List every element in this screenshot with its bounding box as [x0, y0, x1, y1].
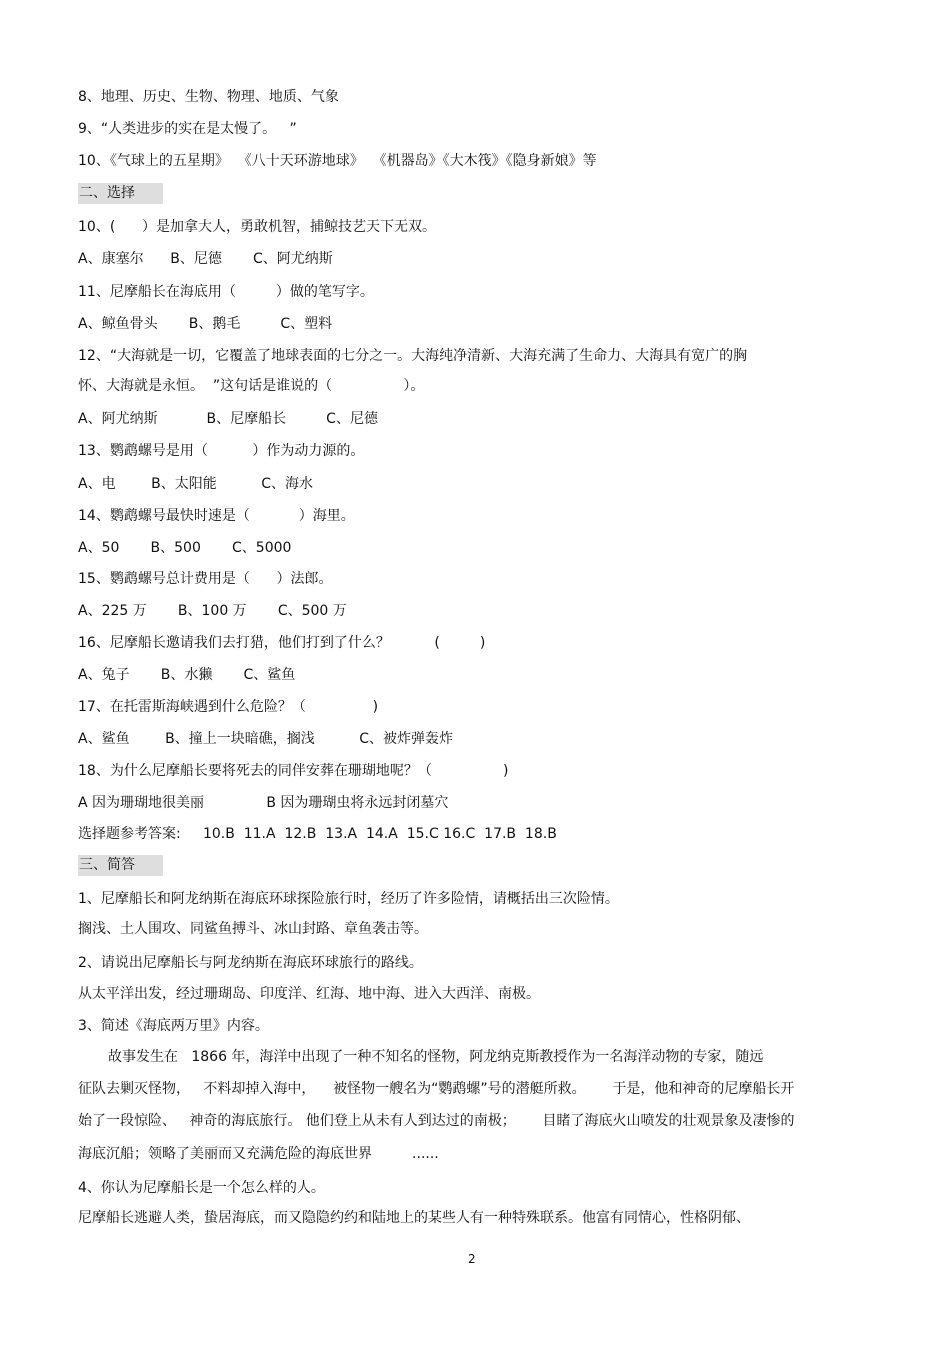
options-14: A、50 B、500 C、5000 [78, 540, 292, 556]
question-18: 18、为什么尼摩船长要将死去的同伴安葬在珊瑚地呢？（ ) [78, 763, 509, 779]
question-12-line1: 12、“大海就是一切，它覆盖了地球表面的七分之一。大海纯净清新、大海充满了生命力、大海具有宽广的胸 [78, 348, 748, 364]
short-answer-3-line2: 征队去剿灭怪物， 不料却掉入海中， 被怪物一艘名为“鹦鹉螺”号的潜艇所救。 于是，他和神奇的尼摩船长开 [78, 1081, 795, 1097]
question-16: 16、尼摩船长邀请我们去打猎，他们打到了什么？ ( ) [78, 635, 486, 651]
page-number: 2 [468, 1252, 476, 1266]
answer-10: 10、《气球上的五星期》 《八十天环游地球》 《机器岛》《大木筏》《隐身新娘》等 [78, 153, 597, 169]
options-12: A、阿尤纳斯 B、尼摩船长 C、尼德 [78, 411, 378, 427]
options-11: A、鲸鱼骨头 B、鹅毛 C、塑料 [78, 316, 333, 332]
short-answer-3-line1: 故事发生在 1866 年，海洋中出现了一种不知名的怪物，阿龙纳克斯教授作为一名海洋动物的专家，随远 [108, 1049, 764, 1065]
answer-8: 8、地理、历史、生物、物理、地质、气象 [78, 89, 339, 105]
answer-9: 9、“人类进步的实在是太慢了。 ” [78, 121, 297, 137]
options-10: A、康塞尔 B、尼德 C、阿尤纳斯 [78, 251, 333, 267]
question-13: 13、鹦鹉螺号是用（ ）作为动力源的。 [78, 443, 365, 459]
options-18: A 因为珊瑚地很美丽 B 因为珊瑚虫将永远封闭墓穴 [78, 795, 449, 811]
short-answer-3-line3: 始了一段惊险、 神奇的海底旅行。 他们登上从未有人到达过的南极； 目睹了海底火山喷发的壮观景象及凄惨的 [78, 1113, 795, 1129]
short-answer-2: 从太平洋出发，经过珊瑚岛、印度洋、红海、地中海、进入大西洋、南极。 [78, 986, 540, 1002]
options-15: A、225 万 B、100 万 C、500 万 [78, 603, 347, 619]
short-answer-4: 尼摩船长逃避人类，蛰居海底，而又隐隐约约和陆地上的某些人有一种特殊联系。他富有同情心，性格阴郁、 [78, 1210, 750, 1226]
question-10: 10、( ）是加拿大人，勇敢机智，捕鲸技艺天下无双。 [78, 219, 436, 235]
question-11: 11、尼摩船长在海底用（ ）做的笔写字。 [78, 284, 374, 300]
question-17: 17、在托雷斯海峡遇到什么危险？（ ) [78, 699, 379, 715]
short-answer-1: 搁浅、土人围攻、同鲨鱼搏斗、冰山封路、章鱼袭击等。 [78, 921, 428, 937]
question-14: 14、鹦鹉螺号最快时速是（ ）海里。 [78, 508, 355, 524]
options-17: A、鲨鱼 B、撞上一块暗礁，搁浅 C、被炸弹轰炸 [78, 731, 454, 747]
short-answer-3-line4: 海底沉船；领略了美丽而又充满危险的海底世界 ...... [78, 1146, 439, 1162]
question-15: 15、鹦鹉螺号总计费用是（ ）法郎。 [78, 571, 333, 587]
section-heading-short-answer: 三、简答 [78, 855, 163, 876]
options-13: A、电 B、太阳能 C、海水 [78, 476, 314, 492]
options-16: A、兔子 B、水獭 C、鲨鱼 [78, 667, 296, 683]
short-question-4: 4、你认为尼摩船长是一个怎么样的人。 [78, 1180, 325, 1196]
section-heading-choice: 二、选择 [78, 183, 163, 204]
question-12-line2: 怀、大海就是永恒。 ”这句话是谁说的（ ）。 [78, 378, 425, 394]
choice-answer-key: 选择题参考答案: 10.B 11.A 12.B 13.A 14.A 15.C 16.C 17.B 18.B [78, 826, 557, 842]
short-question-1: 1、尼摩船长和阿龙纳斯在海底环球探险旅行时，经历了许多险情，请概括出三次险情。 [78, 891, 619, 907]
short-question-3: 3、简述《海底两万里》内容。 [78, 1018, 269, 1034]
short-question-2: 2、请说出尼摩船长与阿龙纳斯在海底环球旅行的路线。 [78, 955, 423, 971]
